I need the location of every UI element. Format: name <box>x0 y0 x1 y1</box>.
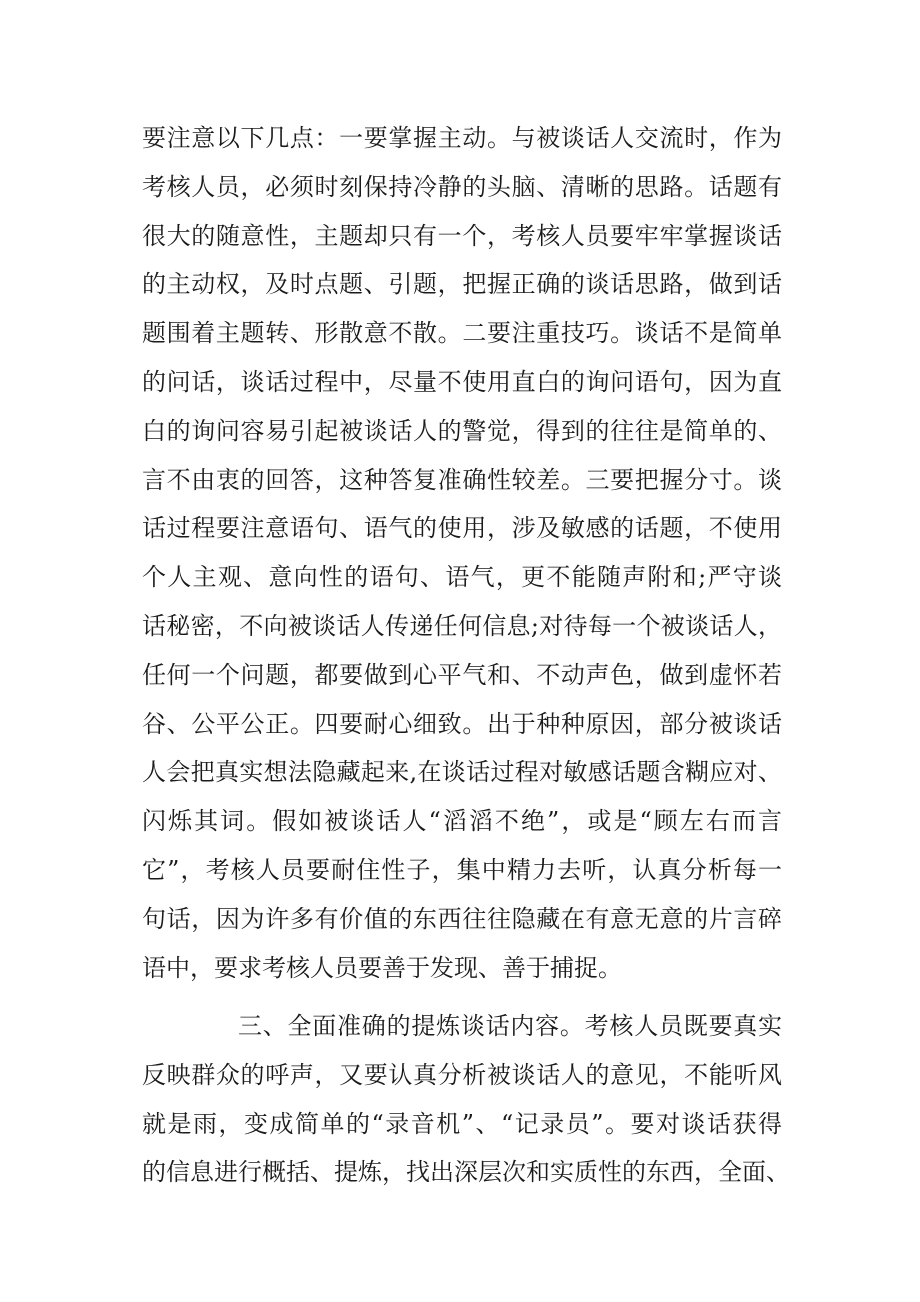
text-line: 就是雨，变成简单的“录音机”、“记录员”。要对谈话获得 <box>142 1109 782 1138</box>
text-line: 白的询问容易引起被谈话人的警觉，得到的往往是简单的、 <box>142 416 782 445</box>
text-line: 反映群众的呼声，又要认真分析被谈话人的意见，不能听风 <box>142 1060 782 1089</box>
text-line: 的信息进行概括、提炼，找出深层次和实质性的东西，全面、 <box>142 1158 790 1187</box>
text-line: 的主动权，及时点题、引题，把握正确的谈话思路，做到话 <box>142 270 782 299</box>
text-line: 谷、公平公正。四要耐心细致。出于种种原因，部分被谈话 <box>142 709 782 738</box>
text-line: 个人主观、意向性的语句、语气，更不能随声附和;严守谈 <box>142 563 782 592</box>
text-line: 它”，考核人员要耐住性子，集中精力去听，认真分析每一 <box>142 855 782 884</box>
text-line: 很大的随意性，主题却只有一个，考核人员要牢牢掌握谈话 <box>142 221 782 250</box>
text-line: 人会把真实想法隐藏起来,在谈话过程对敏感话题含糊应对、 <box>142 758 782 787</box>
text-line: 任何一个问题，都要做到心平气和、不动声色，做到虚怀若 <box>142 660 782 689</box>
text-line-indented: 三、全面准确的提炼谈话内容。考核人员既要真实 <box>238 1012 782 1040</box>
text-line: 的问话，谈话过程中，尽量不使用直白的询问语句，因为直 <box>142 367 782 396</box>
text-line: 言不由衷的回答，这种答复准确性较差。三要把握分寸。谈 <box>142 465 782 494</box>
text-line: 语中，要求考核人员要善于发现、善于捕捉。 <box>142 953 622 982</box>
text-line: 要注意以下几点：一要掌握主动。与被谈话人交流时，作为 <box>142 124 782 152</box>
text-line: 考核人员，必须时刻保持冷静的头脑、清晰的思路。话题有 <box>142 172 782 201</box>
paragraph-section-three <box>142 1002 790 1197</box>
text-line: 题围着主题转、形散意不散。二要注重技巧。谈话不是简单 <box>142 319 782 348</box>
text-line: 闪烁其词。假如被谈话人“滔滔不绝”，或是“顾左右而言 <box>142 807 782 836</box>
paragraph-interview-tips <box>142 114 782 992</box>
text-line: 话秘密，不向被谈话人传递任何信息;对待每一个被谈话人， <box>142 611 782 640</box>
text-line: 话过程要注意语句、语气的使用，涉及敏感的话题，不使用 <box>142 514 782 543</box>
text-line: 句话，因为许多有价值的东西往往隐藏在有意无意的片言碎 <box>142 904 782 933</box>
